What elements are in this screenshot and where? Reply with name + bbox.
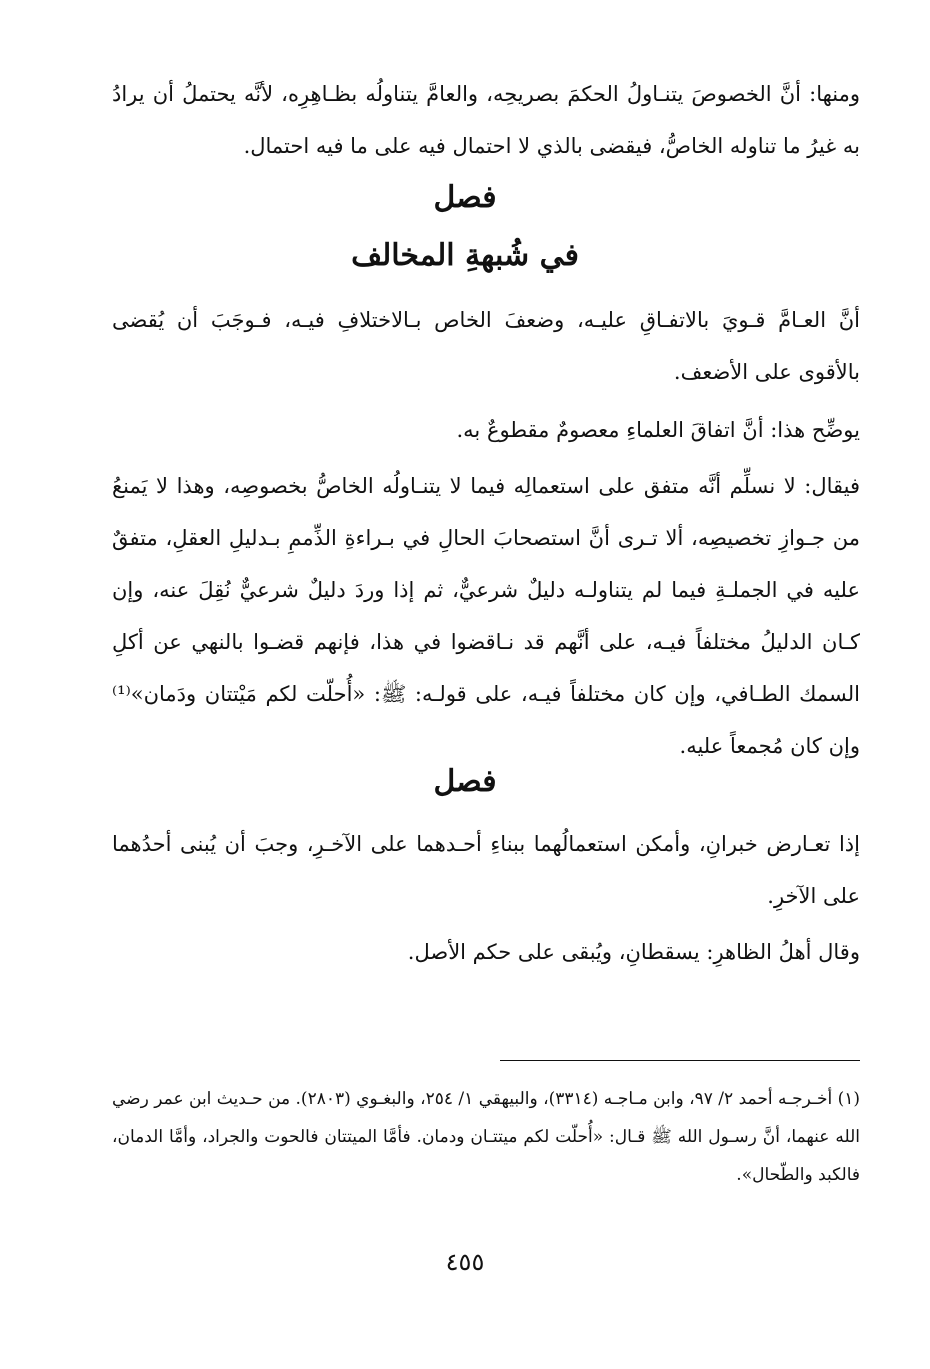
footnote-separator [500,1060,860,1061]
paragraph-minha [112,68,860,172]
paragraph-text: ومنها: أنَّ الخصوصَ يتنـاولُ الحكمَ بصريحِه، والعامَّ يتناولُه بظـاهِرِه، لأنَّه يحتملُ أن يرادُ به غيرُ ما تناوله الخاصُّ، فيقضى بالذي لا احتمال فيه على ما فيه احتمال. [112,82,860,158]
paragraph-text: أنَّ العـامَّ قـويَ بالاتفـاقِ عليـه، وضعفَ الخاص بـالاختلافِ فيـه، فـوجَبَ أن يُقضى بالأقوى على الأضعف. [112,308,860,384]
paragraph-text: إذا تعـارض خبرانِ، وأمكن استعمالُهما ببناءِ أحـدهما على الآخـرِ، وجبَ أن يُبنى أحدُهما على الآخرِ. [112,832,860,908]
paragraph-fayuqal [112,460,860,772]
section-subheading: في شُبهةِ المخالف [351,238,579,273]
page-number: ٤٥٥ [445,1248,485,1276]
section-heading-fasl: فصل [433,180,497,215]
paragraph-text: وقال أهلُ الظاهرِ: يسقطانِ، ويُبقى على حكم الأصل. [407,940,860,964]
paragraph-text: فيقال: لا نسلِّم أنَّه متفق على استعمالِه فيما لا يتنـاولُه الخاصُّ بخصوصِه، وهذا لا يَمنعُ من جـوازِ تخصيصِه، ألا تـرى أنَّ استصحابَ الحالِ في بـراءةِ الذِّممِ بـدليلِ العقلِ، متفقٌ عليه في الجملـةِ فيما لم يتناولـه دليلٌ شرعيٌّ، ثم إذا وردَ دليلٌ شرعيٌّ نُقِلَ عنه، وإن كـان الدليلُ مختلفاً فيـه، على أنَّهم قد نـاقضوا في هذا، فإنهم قضـوا بالنهي عن أكلِ السمك الطـافي، وإن كان مختلفاً فيـه، على قولـه: ﷺ: «أُحلّت لكم مَيْتتان ودَمان»⁽¹⁾ وإن كان مُجمعاً عليه. [112,474,860,758]
paragraph-idha-taarada [112,818,860,922]
footnote: (١) أخـرجـه أحمد ٢/ ٩٧، وابن مـاجـه (٣٣١٤)، والبيهقي ١/ ٢٥٤، والبغـوي (٢٨٠٣). من حـديث ابن عمر رضي الله عنهما، أنَّ رسـول الله ﷺ قـال: «أُحلّت لكم ميتتـان ودمان. فأمَّا الميتتان فالحوت والجراد، وأمَّا الدمان، فالكبد والطّحال». [112,1089,861,1185]
paragraph-yuwaddih [112,404,860,456]
paragraph-ahl-al-zahir [112,926,860,978]
paragraph-text: يوضِّح هذا: أنَّ اتفاقَ العلماءِ معصومٌ مقطوعٌ به. [456,418,860,442]
paragraph-anna-alam [112,294,860,398]
section-heading-fasl-2: فصل [433,764,497,799]
